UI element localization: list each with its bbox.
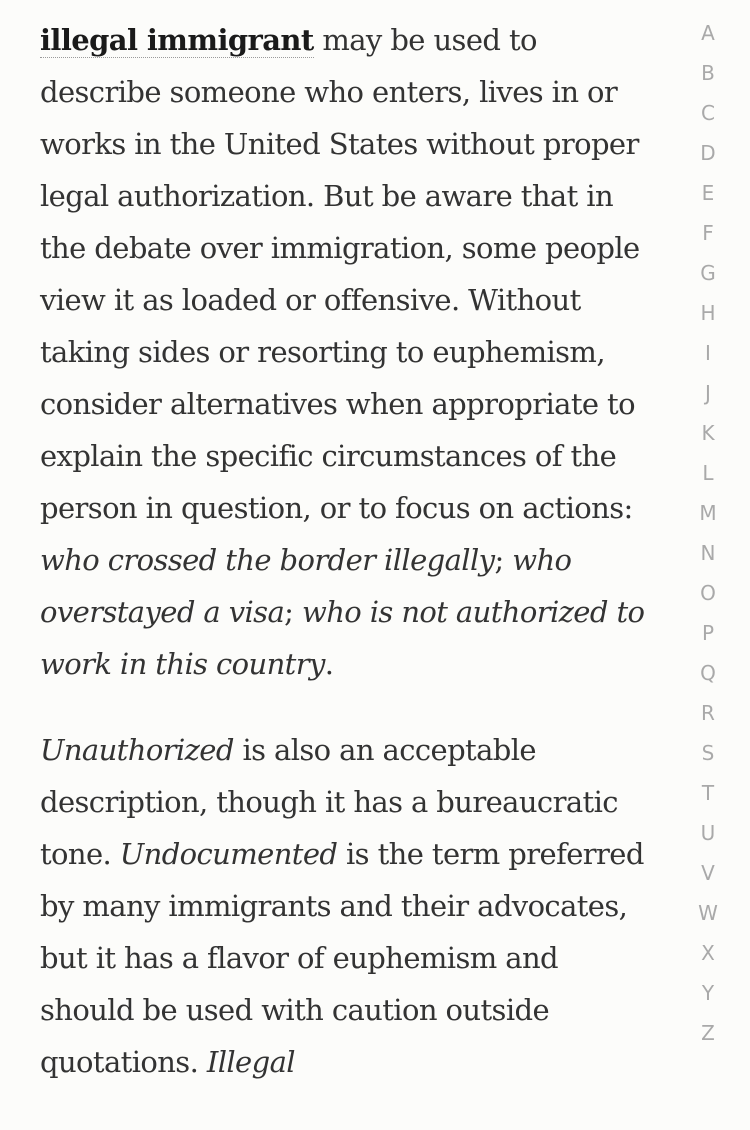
alphabet-index-letter[interactable]: V bbox=[701, 861, 715, 885]
alphabet-index-letter[interactable]: D bbox=[700, 141, 716, 165]
alphabet-index-letter[interactable]: J bbox=[705, 381, 711, 405]
term-variant: Unauthorized bbox=[40, 733, 234, 767]
example-phrase: who crossed the border illegally bbox=[40, 543, 495, 577]
separator: ; bbox=[494, 543, 513, 577]
alphabet-index-letter[interactable]: A bbox=[701, 21, 715, 45]
alphabet-index-letter[interactable]: W bbox=[698, 901, 718, 925]
alphabet-index-letter[interactable]: T bbox=[701, 781, 715, 805]
entry-paragraph-1 bbox=[40, 14, 650, 690]
entry-text: is also an acceptable description, though it has a bureaucratic tone. bbox=[40, 733, 618, 871]
alphabet-index-letter[interactable]: X bbox=[701, 941, 715, 965]
alphabet-index-letter[interactable]: S bbox=[701, 741, 715, 765]
alphabet-index-letter[interactable]: K bbox=[701, 421, 715, 445]
alphabet-index-letter[interactable]: I bbox=[705, 341, 711, 365]
alphabet-index-letter[interactable]: Q bbox=[700, 661, 716, 685]
alphabet-index bbox=[693, 20, 723, 1060]
term-link[interactable]: illegal immigrant bbox=[40, 23, 314, 57]
alphabet-index-letter[interactable]: E bbox=[701, 181, 715, 205]
period: . bbox=[324, 647, 334, 681]
alphabet-index-letter[interactable]: N bbox=[700, 541, 716, 565]
article-body bbox=[40, 14, 650, 1088]
entry-text: is the term preferred by many immigrants and their advocates, but it has a flavor of euphemism and should be used with caution outside quotations. bbox=[40, 837, 644, 1079]
alphabet-index-letter[interactable]: G bbox=[700, 261, 716, 285]
alphabet-index-letter[interactable]: U bbox=[700, 821, 716, 845]
alphabet-index-letter[interactable]: C bbox=[701, 101, 715, 125]
alphabet-index-letter[interactable]: H bbox=[700, 301, 716, 325]
alphabet-index-letter[interactable]: M bbox=[699, 501, 717, 525]
term-variant: Illegal bbox=[206, 1045, 295, 1079]
alphabet-index-letter[interactable]: R bbox=[701, 701, 715, 725]
alphabet-index-letter[interactable]: L bbox=[702, 461, 714, 485]
alphabet-index-letter[interactable]: Z bbox=[701, 1021, 715, 1045]
term-variant: Undocumented bbox=[119, 837, 338, 871]
alphabet-index-letter[interactable]: O bbox=[700, 581, 716, 605]
alphabet-index-letter[interactable]: B bbox=[701, 61, 715, 85]
entry-paragraph-2 bbox=[40, 724, 650, 1088]
alphabet-index-letter[interactable]: P bbox=[701, 621, 715, 645]
example-phrase: who is not authorized to work in this country bbox=[40, 595, 645, 681]
entry-text: may be used to describe someone who enters, lives in or works in the United States without proper legal authorization. But be aware that in the debate over immigration, some people view it as loaded or offensive. Without taking sides or resorting to euphemism, consider alternatives when appropriate to explain the specific circumstances of the person in question, or to focus on actions: bbox=[40, 23, 640, 525]
glossary-entry bbox=[40, 14, 650, 1088]
alphabet-index-letter[interactable]: F bbox=[702, 221, 714, 245]
alphabet-index-letter[interactable]: Y bbox=[701, 981, 715, 1005]
example-phrase: who overstayed a visa bbox=[40, 543, 572, 629]
separator: ; bbox=[284, 595, 302, 629]
